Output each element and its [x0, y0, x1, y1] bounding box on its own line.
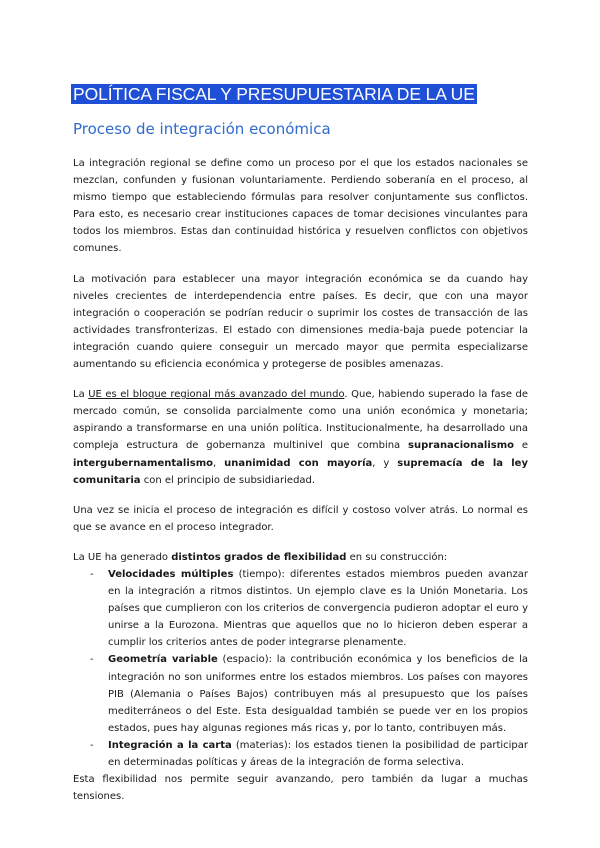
list-item-paren: (tiempo) [233, 568, 282, 580]
text-run: La [73, 389, 89, 401]
title-block [73, 84, 528, 104]
dash-bullet: - [90, 739, 94, 751]
paragraph-ue-bloque [73, 386, 528, 489]
list-item [73, 651, 528, 736]
text-run: , y [372, 457, 398, 469]
text-run: La UE ha generado [73, 551, 172, 563]
bold-term-flexibilidad: distintos grados de flexibilidad [171, 551, 347, 563]
text-run: e [514, 440, 528, 452]
dash-bullet: - [90, 654, 94, 666]
document-page [73, 84, 528, 805]
text-run: , [213, 457, 225, 469]
document-title: POLÍTICA FISCAL Y PRESUPUESTARIA DE LA UE [73, 84, 475, 104]
list-item-term: Velocidades múltiples [108, 568, 234, 580]
list-item-text: : los estados tienen la posibilidad de participar en determinadas políticas y áreas de la integración de forma selectiva. [108, 739, 529, 768]
underlined-phrase: UE es el bloque regional más avanzado del mundo [88, 389, 345, 401]
bold-term-supranacionalismo: supranacionalismo [408, 440, 514, 452]
paragraph-motivation: La motivación para establecer una mayor integración económica se da cuando hay niveles crecientes de interdependencia entre países. Es decir, que con una mayor integración o cooperación se podrían reducir o suprimir los costes de transacción de las actividades transfronterizas. El estado con dimensiones media-baja puede potenciar la integración cuando quiere conseguir un mercado mayor que permita especializarse aumentando su eficiencia económica y protegerse de posibles amenazas. [73, 273, 528, 371]
list-item-term: Integración a la carta [108, 739, 232, 751]
flexibility-list [73, 566, 528, 771]
list-item [73, 737, 528, 771]
text-run: . Que, habiendo superado la fase de mercado común, se consolida parcialmente como una unión económica y monetaria; aspirando a transformarse en una unión política. Institucionalmente, ha desarrollado una compleja estructura de gobernanza multinivel que combina [73, 389, 528, 452]
paragraph-flexibility-intro [73, 549, 528, 566]
list-item-paren: (materias) [231, 739, 288, 751]
text-run: con el principio de subsidiariedad. [140, 474, 316, 486]
bold-term-intergubernamentalismo: intergubernamentalismo [73, 457, 214, 469]
paragraph-irreversibility: Una vez se inicia el proceso de integración es difícil y costoso volver atrás. Lo normal es que se avance en el proceso integrador. [73, 504, 528, 533]
list-item [73, 566, 528, 651]
paragraph-integration-definition: La integración regional se define como un proceso por el que los estados nacionales se mezclan, confunden y fusionan voluntariamente. Perdiendo soberanía en el proceso, al mismo tiempo que estableciendo fórmulas para resolver conjuntamente sus conflictos. Para esto, es necesario crear instituciones capaces de tomar decisiones vinculantes para todos los miembros. Estas dan continuidad histórica y resuelven conflictos con objetivos comunes. [73, 158, 528, 255]
list-item-paren: (espacio) [217, 654, 269, 666]
list-item-text: : diferentes estados miembros pueden avanzar en la integración a ritmos distintos. Un ejemplo clave es la Unión Monetaria. Los países que cumplieron con los criterios de convergencia pudieron adoptar el euro y unirse a la Eurozona. Mientras que aquellos que no lo hicieron deben esperar a cumplir los criterios antes de poder integrarse plenamente. [108, 568, 528, 649]
list-item-term: Geometría variable [108, 654, 218, 666]
bold-term-unanimidad: unanimidad con mayoría [224, 457, 373, 469]
paragraph-tensions: Esta flexibilidad nos permite seguir avanzando, pero también da lugar a muchas tensiones. [73, 774, 528, 803]
dash-bullet: - [90, 568, 94, 580]
bold-term-supremacia: supremacía de la ley comunitaria [73, 457, 528, 486]
text-run: en su construcción: [346, 551, 448, 563]
list-item-text: : la contribución económica y los beneficios de la integración no son uniformes entre los estados miembros. Los países con mayores PIB (Alemania o Países Bajos) contribuyen más al presupuesto que los países mediterráneos o del Este. Esta desigualdad también se puede ver en los propios estados, pues hay algunas regiones más ricas y, por lo tanto, contribuyen más. [108, 654, 528, 734]
section-heading: Proceso de integración económica [73, 120, 331, 138]
